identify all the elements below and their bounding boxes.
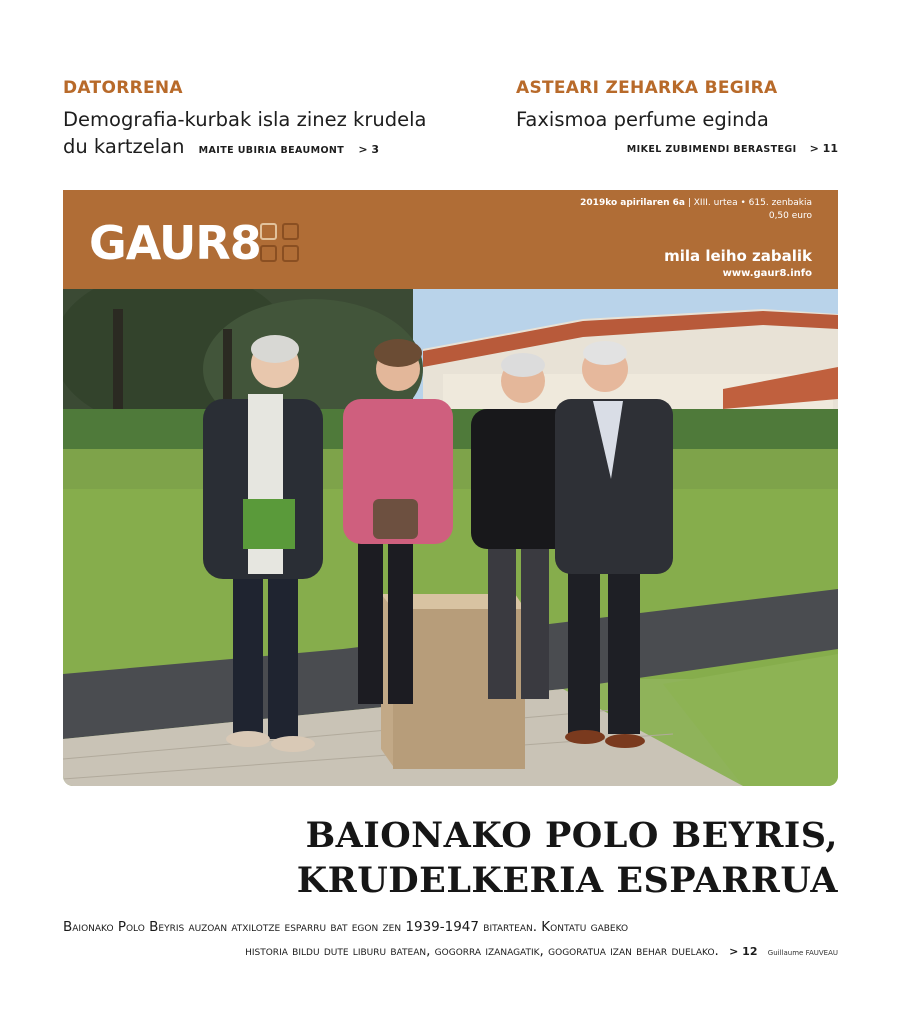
cover-headline-line2: KRUDELKERIA ESPARRUA bbox=[296, 860, 838, 901]
photo-credit: Guillaume FAUVEAU bbox=[767, 949, 838, 957]
cover-page-ref[interactable]: > 12 bbox=[729, 945, 758, 958]
issue-separator: | bbox=[687, 198, 691, 208]
teaser-headline-line1: Demografia-kurbak isla zinez krudela bbox=[63, 108, 427, 131]
teaser-author: MAITE UBIRIA BEAUMONT bbox=[198, 145, 345, 156]
issue-price: 0,50 euro bbox=[768, 211, 812, 221]
cover-headline[interactable] bbox=[297, 813, 838, 903]
teaser-author: MIKEL ZUBIMENDI BERASTEGI bbox=[626, 144, 797, 155]
masthead-logo[interactable]: GAUR8 bbox=[89, 216, 261, 270]
cover-lead-line2: historia bildu dute liburu batean, gogorra izanagatik, gogoratua izan behar duelako. bbox=[245, 943, 719, 959]
teaser-page-ref[interactable]: > 11 bbox=[809, 142, 838, 155]
issue-date: 2019ko apirilaren 6a bbox=[580, 198, 685, 208]
logo-squares-icon bbox=[260, 223, 304, 267]
teaser-page-ref[interactable]: > 3 bbox=[358, 143, 380, 156]
issue-bullet: • bbox=[740, 198, 746, 208]
issue-info bbox=[580, 198, 812, 208]
masthead-website[interactable]: www.gaur8.info bbox=[722, 268, 812, 279]
teaser-headline: Faxismoa perfume eginda bbox=[516, 108, 769, 131]
teaser-meta bbox=[516, 137, 838, 156]
teaser-datorrena[interactable] bbox=[63, 78, 443, 164]
teaser-kicker: DATORRENA bbox=[63, 78, 183, 98]
cover-lead bbox=[63, 915, 838, 965]
cover-lead-line1: Baionako Polo Beyris auzoan atxilotze esparru bat egon zen 1939-1947 bitartean. Kontatu gabeko bbox=[63, 919, 629, 935]
cover-photo[interactable] bbox=[63, 289, 838, 786]
teaser-asteari-zeharka[interactable] bbox=[516, 78, 838, 156]
teaser-kicker: ASTEARI ZEHARKA BEGIRA bbox=[516, 78, 778, 98]
issue-volume: XIII. urtea bbox=[693, 198, 738, 208]
masthead-slogan: mila leiho zabalik bbox=[664, 247, 812, 265]
teaser-headline bbox=[63, 106, 443, 164]
teaser-headline-line2: du kartzelan bbox=[63, 135, 185, 158]
cover-headline-line1: BAIONAKO POLO BEYRIS, bbox=[305, 815, 838, 856]
issue-number: 615. zenbakia bbox=[748, 198, 812, 208]
masthead bbox=[63, 190, 838, 289]
